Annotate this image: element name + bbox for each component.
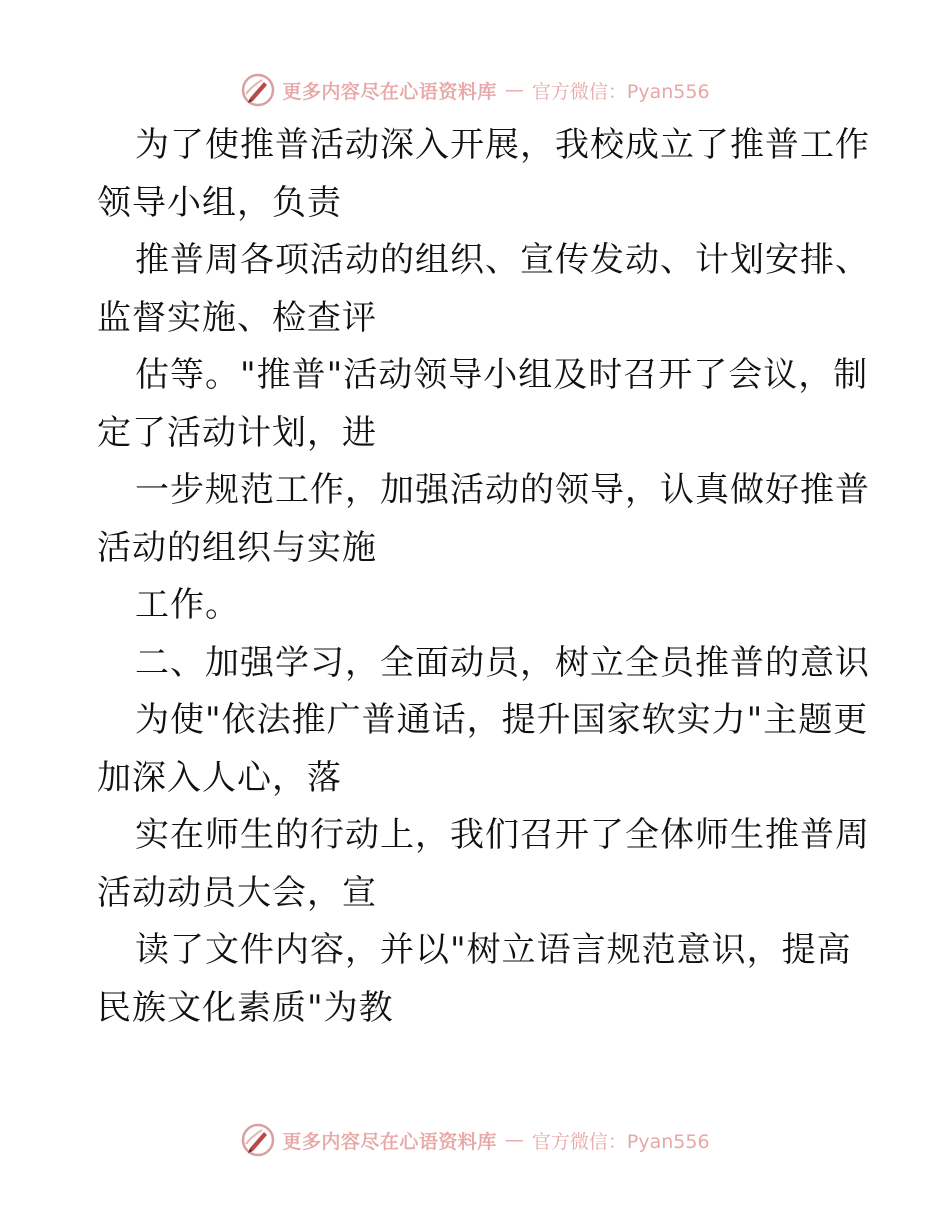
text-line: 实在师生的行动上，我们召开了全体师生推普周 [135,815,870,855]
text-line: 活动的组织与实施 [97,527,377,568]
header-banner [0,68,950,112]
banner-title: 更多内容尽在心语资料库 [282,80,497,103]
text-line: 为使"依法推广普通话，提升国家软实力"主题更 [135,700,869,740]
text-line: 一步规范工作，加强活动的领导，认真做好推普 [135,470,870,510]
header-banner-inner [240,72,709,108]
text-line: 领导小组，负责 [97,182,342,223]
text-line: 工作。 [135,585,240,625]
document-body [97,117,870,1037]
text-line: 活动动员大会，宣 [97,872,377,913]
banner-separator: — [504,79,524,101]
text-line: 二、加强学习，全面动员，树立全员推普的意识 [135,642,870,683]
banner-title: 更多内容尽在心语资料库 [282,1130,497,1153]
text-line: 民族文化素质"为教 [97,987,394,1028]
text-line: 估等。"推普"活动领导小组及时召开了会议，制 [135,355,869,395]
text-line: 监督实施、检查评 [97,297,377,338]
banner-wechat: 官方微信：Pyan556 [531,1130,710,1153]
text-line: 为了使推普活动深入开展，我校成立了推普工作 [135,125,870,165]
footer-banner [0,1118,950,1162]
text-line: 定了活动计划，进 [97,412,377,453]
banner-separator: — [504,1129,524,1151]
pen-logo-icon [240,1122,276,1158]
pen-logo-icon [240,72,276,108]
footer-banner-inner [240,1122,709,1158]
banner-wechat: 官方微信：Pyan556 [531,80,710,103]
text-line: 推普周各项活动的组织、宣传发动、计划安排、 [135,240,870,280]
text-line: 加深入人心，落 [97,757,342,798]
text-line: 读了文件内容，并以"树立语言规范意识，提高 [135,930,852,970]
